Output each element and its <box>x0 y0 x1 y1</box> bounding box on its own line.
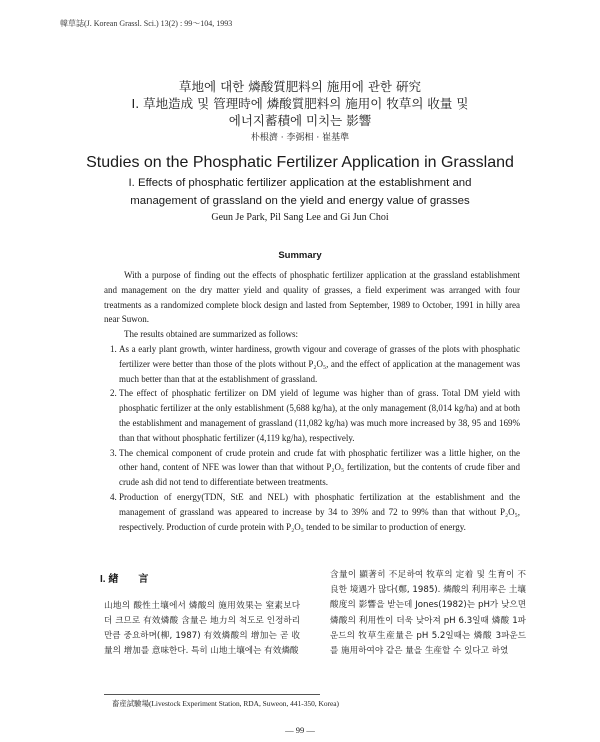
english-title-line-3: management of grassland on the yield and energy value of grasses <box>130 195 470 207</box>
summary-results-list <box>104 342 520 534</box>
korean-title-block <box>0 78 600 145</box>
introduction-heading: I. 緖 言 <box>100 574 149 585</box>
korean-title-line-1: 草地에 대한 燐酸質肥料의 施用에 관한 硏究 <box>179 79 421 94</box>
footnote-divider <box>104 694 320 695</box>
summary-paragraph-2: The results obtained are summarized as follows: <box>124 329 298 340</box>
english-title-line-1: Studies on the Phosphatic Fertilizer Application in Grassland <box>86 154 514 171</box>
korean-authors: 朴根濟 · 李弼相 · 崔基準 <box>250 133 350 143</box>
journal-citation: 韓草誌(J. Korean Grassl. Sci.) 13(2) : 99～104, 1993 <box>60 19 233 28</box>
result-item-1: 1. As a early plant growth, winter hardiness, growth vigour and coverage of grasses of the plots with phosphatic fertilizer were better than those of the plots without P₂O₅, and the effect of application at the management was much better than that at the establishment of grassland. <box>119 342 520 386</box>
summary-body <box>104 268 520 534</box>
summary-paragraph-1: With a purpose of finding out the effects of phosphatic fertilizer application at the grassland establishment and management on the dry matter yield and quality of grasses, a field experiment was arranged with four treatments as a randomized complete block design and lasted from September, 1989 to October, 1991 in hilly area near Suwon. <box>104 270 520 325</box>
result-item-3: 3. The chemical component of crude protein and crude fat with phosphatic fertilizer was a little higher, on the other hand, content of NFE was lower than that without P₂O₅ fertilization, but the contents of crude fiber and crude ash did not tend to differentiate between treatments. <box>119 446 520 490</box>
affiliation-footnote: 畜産試驗場(Livestock Experiment Station, RDA, Suweon, 441-350, Korea) <box>112 699 340 708</box>
summary-heading: Summary <box>278 250 322 261</box>
english-title-block <box>0 152 600 225</box>
result-item-4: 4. Production of energy(TDN, StE and NEL) with phosphatic fertilization at the establishment and the management of grassland was appeared to increase by 34 to 39% and 72 to 99% than that without P₂O₅, respectively. Production of curde protein with P₂O₅ tended to be similar to production of energy. <box>119 490 520 534</box>
english-title-line-2: I. Effects of phosphatic fertilizer application at the establishment and <box>128 177 472 189</box>
result-item-2: 2. The effect of phosphatic fertilizer on DM yield of legume was higher than of grass. Total DM yield with phosphatic fertilizer at the only establishment (5,688 kg/ha), at the only management (8,014 kg/ha) and at both the establishment and management of grassland (11,082 kg/ha) was much more increased by 38, 95 and 169% than that without phosphatic fertilizer (4,119 kg/ha), respectively. <box>119 386 520 445</box>
introduction-right-column <box>330 568 526 659</box>
english-authors: Geun Je Park, Pil Sang Lee and Gi Jun Choi <box>211 212 389 223</box>
introduction-left-column <box>100 572 300 659</box>
page-number: — 99 — <box>285 725 315 735</box>
introduction-right-text: 含量이 顯著히 不足하여 牧草의 定着 및 生育이 不良한 境遇가 많다(鄭, 1985). 燐酸의 利用率은 土壤酸度의 影響을 받는데 Jones(1982)는 pH가 낮으면 燐酸의 利用性이 더욱 낮아져 pH 6.3일때 燐酸 1파운드의 牧草生産量은 pH 5.2일때는 燐酸 3파운드를 施用하여야 같은 量을 生産할 수 있다고 하였 <box>330 570 526 657</box>
introduction-left-text: 山地의 酸性土壤에서 燐酸의 施用效果는 窒素보다 더 크므로 有效燐酸 含量은 地力의 척도로 인정하리만큼 중요하며(柳, 1987) 有效燐酸의 增加는 곧 收量의 增加를 意味한다. 특히 山地土壤에는 有效燐酸 <box>104 601 300 656</box>
korean-title-line-3: 에너지蓄積에 미치는 影響 <box>228 113 372 128</box>
korean-title-line-2: I. 草地造成 및 管理時에 燐酸質肥料의 施用이 牧草의 收量 및 <box>131 96 469 111</box>
